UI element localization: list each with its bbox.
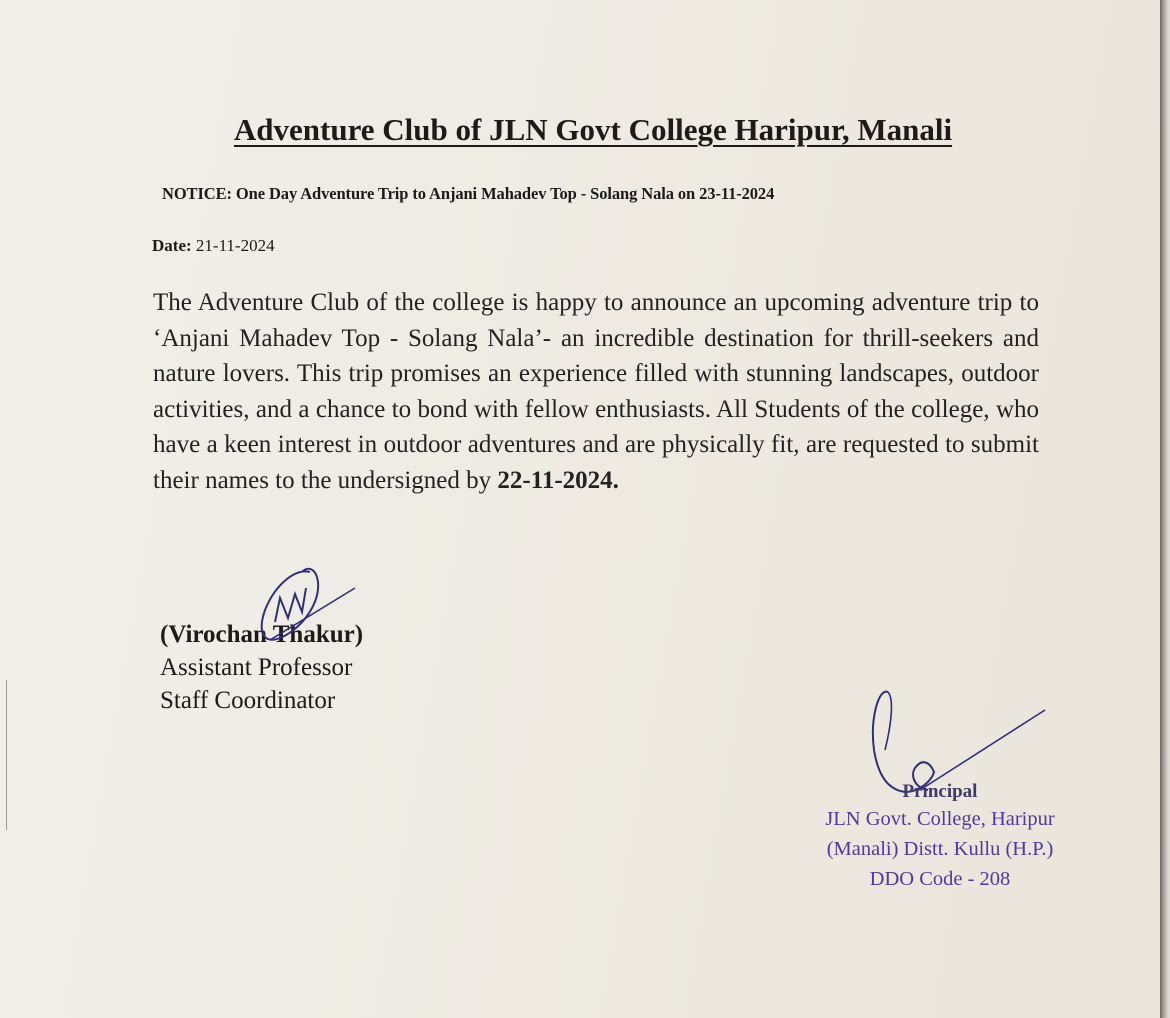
date-label: Date: (152, 236, 192, 255)
notice-title: Adventure Club of JLN Govt College Haripur, Manali (233, 112, 953, 147)
stamp-line-3: DDO Code - 208 (869, 868, 1011, 890)
notice-body (153, 285, 1039, 498)
stamp-line-2: (Manali) Distt. Kullu (H.P.) (826, 838, 1054, 860)
notice-date (152, 236, 275, 256)
stamp-line-1: JLN Govt. College, Haripur (825, 808, 1055, 830)
coordinator-signature-icon (240, 560, 370, 650)
signatory-role: Staff Coordinator (160, 687, 336, 714)
signatory-name: (Virochan Thakur) (160, 621, 364, 648)
deadline-date: 22-11-2024. (497, 466, 619, 494)
date-value: 21-11-2024 (195, 236, 275, 255)
body-text: The Adventure Club of the college is happy to announce an upcoming adventure trip to ‘Anjani Mahadev Top - Solang Nala’- an incredible destination for thrill-seekers and nature lovers. This trip promises an experience filled with stunning landscapes, outdoor activities, and a chance to bond with fellow enthusiasts. All Students of the college, who have a keen interest in outdoor adventures and are physically fit, are requested to submit their names to the undersigned by (153, 289, 1039, 494)
paper-edge (1160, 0, 1170, 1018)
notice-subtitle: NOTICE: One Day Adventure Trip to Anjani Mahadev Top - Solang Nala on 23-11-2024 (162, 184, 775, 203)
stamp-title: Principal (902, 781, 978, 802)
principal-stamp (795, 780, 1085, 894)
paper-edge-left (0, 680, 7, 830)
signatory-designation: Assistant Professor (160, 654, 353, 681)
